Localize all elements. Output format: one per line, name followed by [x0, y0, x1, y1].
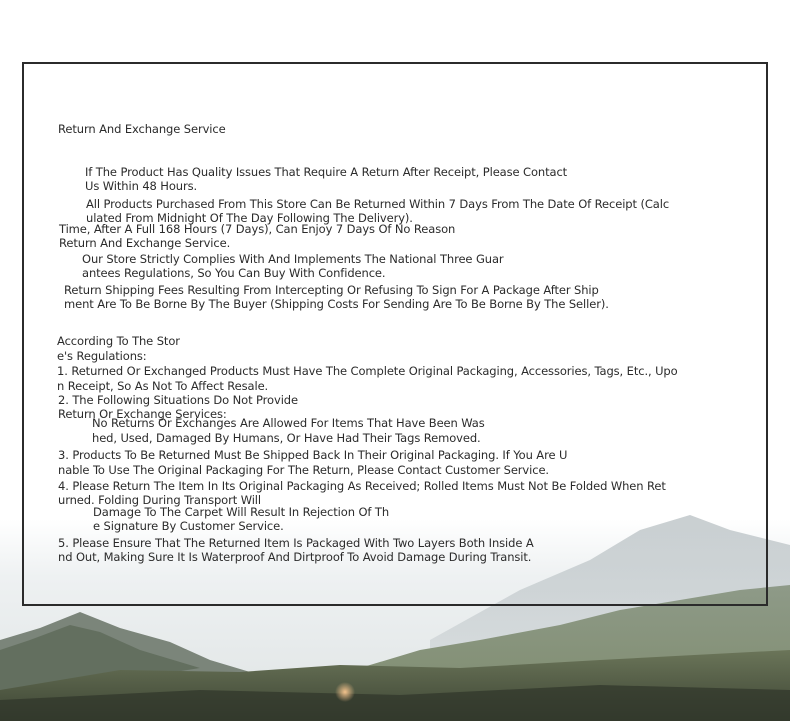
text-line: 1. Returned Or Exchanged Products Must Have The Complete Original Packaging, Accessories, Tags, Etc., Upo — [57, 364, 678, 378]
text-line: Damage To The Carpet Will Result In Rejection Of Th — [93, 505, 390, 519]
text-line: Our Store Strictly Complies With And Implements The National Three Guar — [82, 252, 504, 266]
text-line: n Receipt, So As Not To Affect Resale. — [57, 379, 269, 393]
text-line: nd Out, Making Sure It Is Waterproof And Dirtproof To Avoid Damage During Transit. — [58, 550, 532, 564]
text-line: 3. Products To Be Returned Must Be Shipped Back In Their Original Packaging. If You Are U — [58, 448, 568, 462]
text-line: hed, Used, Damaged By Humans, Or Have Had Their Tags Removed. — [92, 431, 481, 445]
page-title: Return And Exchange Service — [58, 122, 226, 136]
text-line: All Products Purchased From This Store Can Be Returned Within 7 Days From The Date Of Receipt (Calc — [86, 197, 670, 211]
text-line: nable To Use The Original Packaging For The Return, Please Contact Customer Service. — [58, 463, 549, 477]
text-line: e's Regulations: — [57, 349, 147, 363]
text-line: antees Regulations, So You Can Buy With Confidence. — [82, 266, 386, 280]
text-line: Return Shipping Fees Resulting From Intercepting Or Refusing To Sign For A Package After Ship — [64, 283, 599, 297]
text-line: Time, After A Full 168 Hours (7 Days), Can Enjoy 7 Days Of No Reason — [59, 222, 456, 236]
text-line: e Signature By Customer Service. — [93, 519, 284, 533]
text-line: ulated From Midnight Of The Day Following The Delivery). — [86, 211, 413, 225]
text-line: 5. Please Ensure That The Returned Item Is Packaged With Two Layers Both Inside A — [58, 536, 534, 550]
text-line: ment Are To Be Borne By The Buyer (Shipping Costs For Sending Are To Be Borne By The Seller). — [64, 297, 609, 311]
text-line: Return And Exchange Service. — [59, 236, 231, 250]
text-line: If The Product Has Quality Issues That Require A Return After Receipt, Please Contact — [85, 165, 568, 179]
text-line: 2. The Following Situations Do Not Provide — [58, 393, 298, 407]
text-line: According To The Stor — [57, 334, 180, 348]
text-line: Return Or Exchange Services: — [58, 407, 227, 421]
text-line: Us Within 48 Hours. — [85, 179, 198, 193]
text-line: 4. Please Return The Item In Its Original Packaging As Received; Rolled Items Must Not Be Folded When Ret — [58, 479, 666, 493]
text-line: No Returns Or Exchanges Are Allowed For Items That Have Been Was — [92, 416, 485, 430]
text-line: urned. Folding During Transport Will — [58, 493, 261, 507]
